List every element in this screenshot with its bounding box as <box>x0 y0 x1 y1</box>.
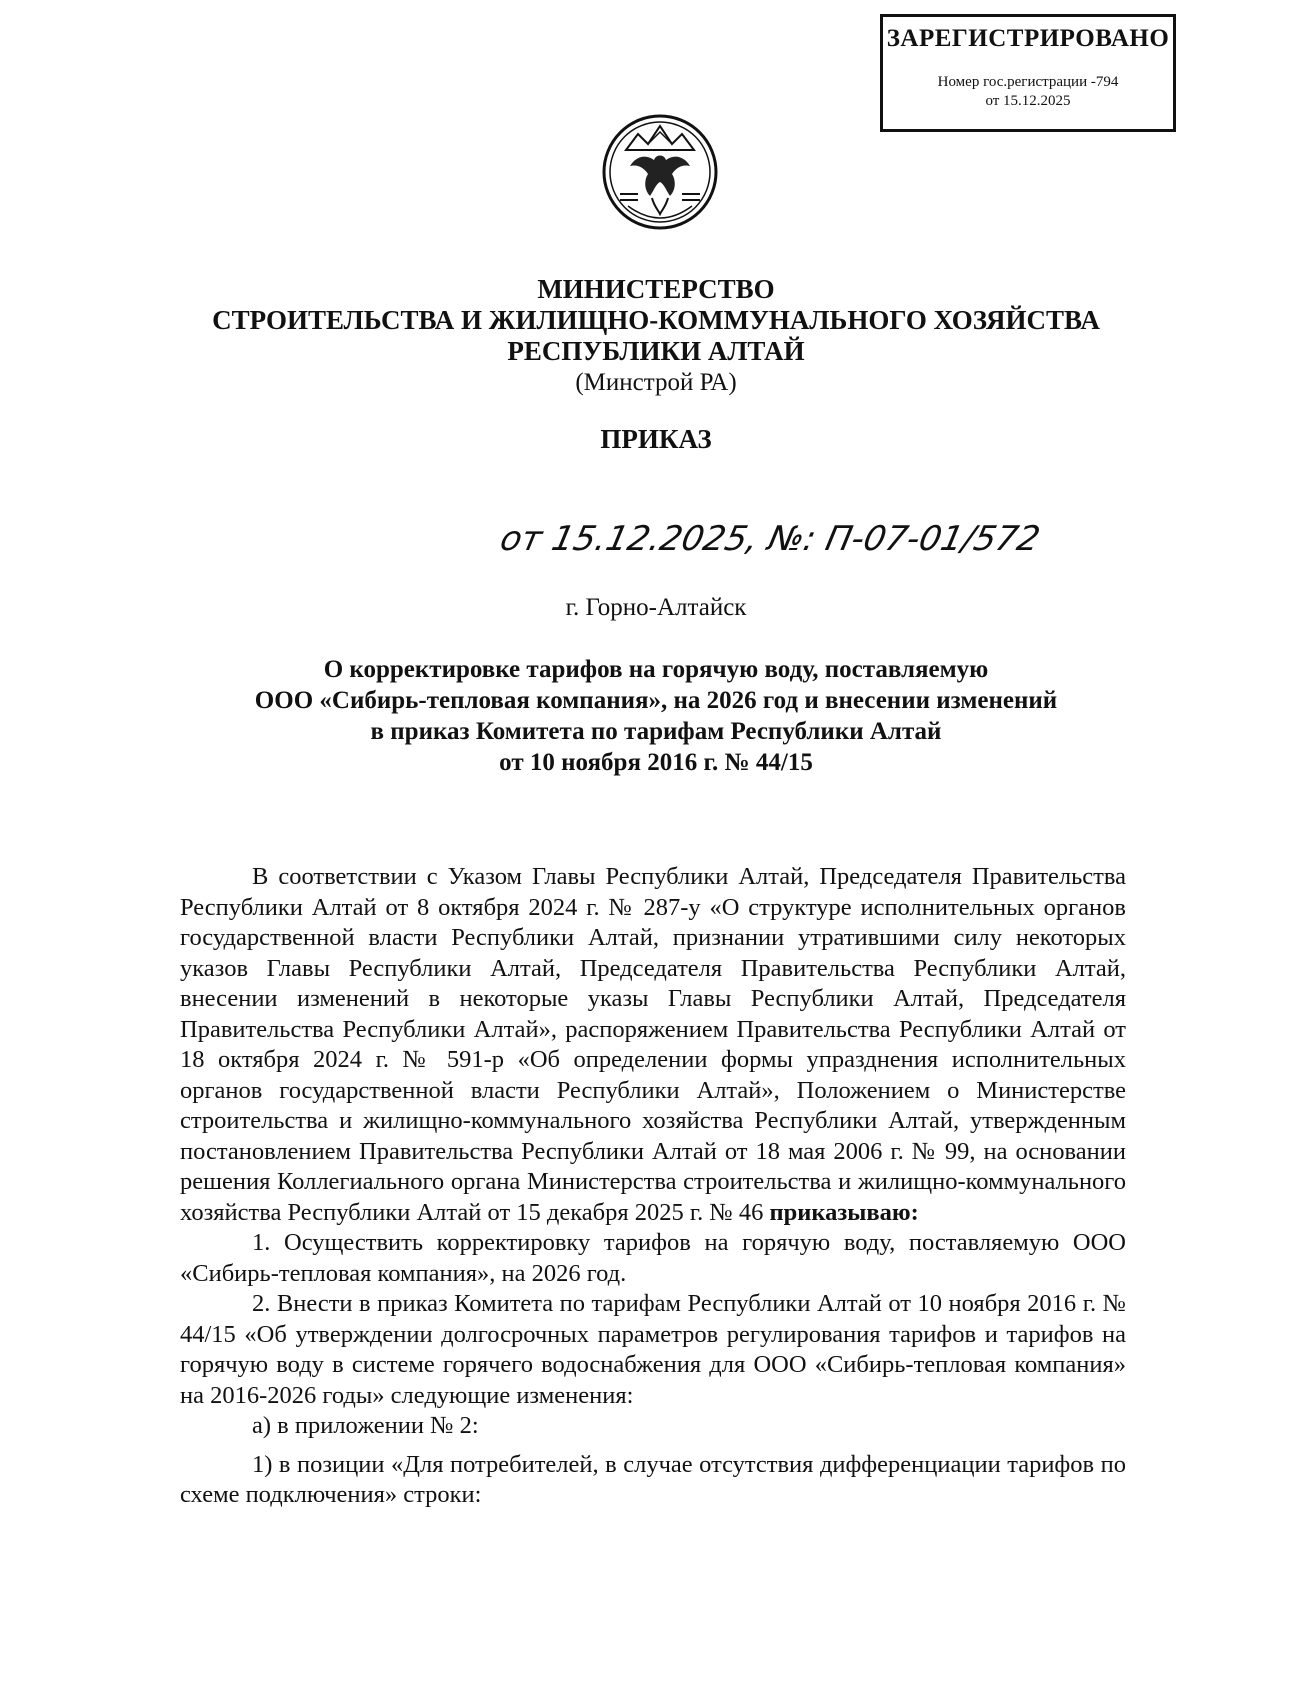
handwritten-order-number <box>496 506 1044 566</box>
subject-line-4: от 10 ноября 2016 г. № 44/15 <box>499 749 813 776</box>
ministry-abbreviation: (Минстрой РА) <box>575 369 737 396</box>
order-title: ПРИКАЗ <box>600 424 712 454</box>
item-2: 2. Внести в приказ Комитета по тарифам Республики Алтай от 10 ноября 2016 г. № 44/15 «Об утверждении долгосрочных параметров регулирования тарифов и тарифов на горячую воду в системе горячего водоснабжения для ООО «Сибирь-тепловая компания» на 2016-2026 годы» следующие изменения: <box>180 1290 1126 1409</box>
ministry-line-3: РЕСПУБЛИКИ АЛТАЙ <box>507 336 805 366</box>
registration-number: Номер гос.регистрации -794 <box>937 74 1119 90</box>
city-line: г. Горно-Алтайск <box>565 594 747 621</box>
subject-line-2: ООО «Сибирь-тепловая компания», на 2026 год и внесении изменений <box>254 687 1058 714</box>
subject-line-3: в приказ Комитета по тарифам Республики Алтай <box>370 718 942 745</box>
orders-word: приказываю: <box>769 1198 919 1226</box>
item-a: а) в приложении № 2: <box>252 1412 479 1439</box>
ministry-line-2: СТРОИТЕЛЬСТВА И ЖИЛИЩНО-КОММУНАЛЬНОГО ХОЗЯЙСТВА <box>212 305 1100 335</box>
item-1: 1. Осуществить корректировку тарифов на горячую воду, поставляемую ООО «Сибирь-тепловая компания», на 2026 год. <box>180 1229 1126 1287</box>
preamble-paragraph <box>180 862 1126 1228</box>
subject-line-1: О корректировке тарифов на горячую воду, поставляемую <box>323 656 989 683</box>
registration-stamp <box>880 14 1176 132</box>
item-a-1: 1) в позиции «Для потребителей, в случае отсутствия дифференциации тарифов по схеме подключения» строки: <box>180 1450 1126 1508</box>
ministry-line-1: МИНИСТЕРСТВО <box>537 274 775 304</box>
handwritten-order-text: от 15.12.2025, №: П-07-01/572 <box>496 519 1044 559</box>
order-body <box>180 862 1126 1511</box>
order-subject <box>0 654 1312 778</box>
preamble-text: В соответствии с Указом Главы Республики Алтай, Председателя Правительства Республики Алтай от 8 октября 2024 г. № 287-у «О структуре исполнительных органов государственной власти Республики Алтай, признании утратившими силу некоторых указов Главы Республики Алтай, Председателя Правительства Республики Алтай, внесении изменений в некоторые указы Главы Республики Алтай, Председателя Правительства Республики Алтай», распоряжением Правительства Республики Алтай от 18 октября 2024 г. № 591-р «Об определении формы упразднения исполнительных органов государственной власти Республики Алтай», Положением о Министерстве строительства и жилищно-коммунального хозяйства Республики Алтай, утвержденным постановлением Правительства Республики Алтай от 18 мая 2006 г. № 99, на основании решения Коллегиального органа Министерства строительства и жилищно-коммунального хозяйства Республики Алтай от 15 декабря 2025 г. № 46 <box>180 863 1126 1226</box>
coat-of-arms-emblem <box>598 110 722 238</box>
registration-date: от 15.12.2025 <box>985 93 1071 109</box>
registration-title: ЗАРЕГИСТРИРОВАНО <box>886 25 1170 52</box>
ministry-header <box>0 274 1312 398</box>
